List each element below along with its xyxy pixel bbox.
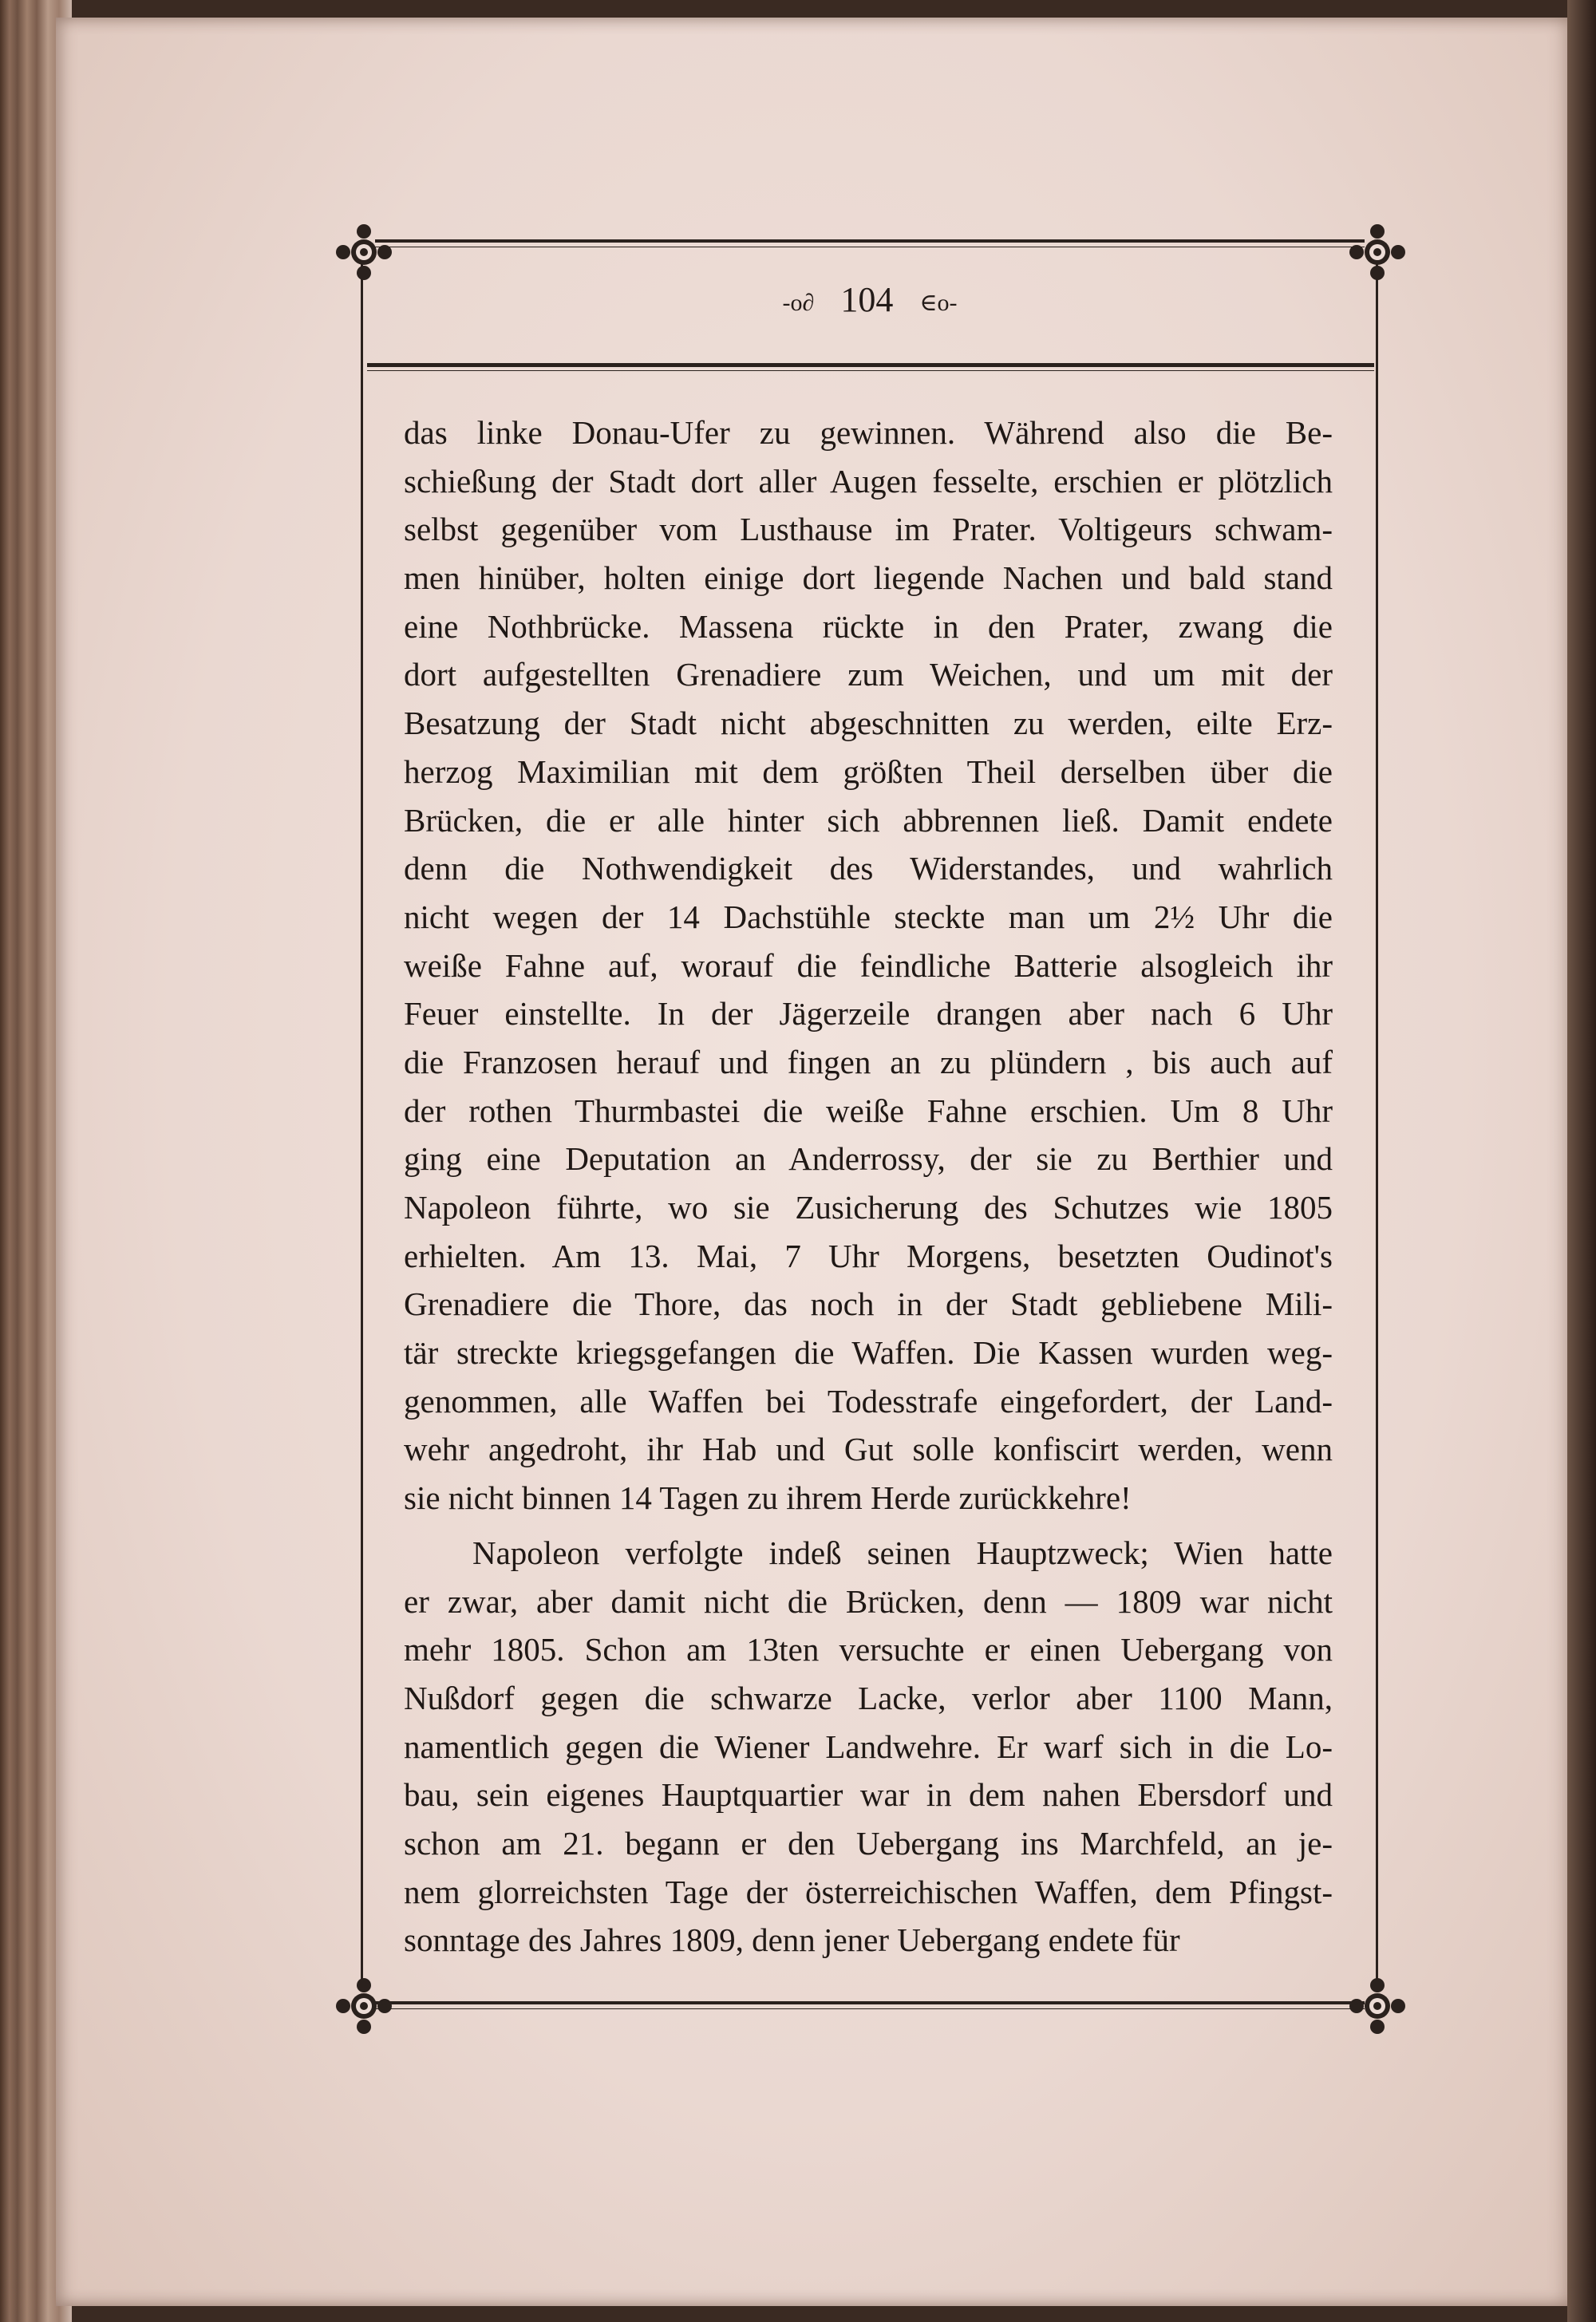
- text-line: das linke Donau-Ufer zu gewinnen. Während also die Be-: [404, 414, 1333, 451]
- text-line: er zwar, aber damit nicht die Brücken, denn — 1809 war nicht: [404, 1582, 1333, 1620]
- text-line: schon am 21. begann er den Uebergang ins Marchfeld, an je-: [404, 1824, 1333, 1862]
- text-line: erhielten. Am 13. Mai, 7 Uhr Morgens, besetzten Oudinot's: [404, 1237, 1333, 1274]
- text-line: genommen, alle Waffen bei Todesstrafe eingefordert, der Land-: [404, 1382, 1333, 1420]
- text-line: mehr 1805. Schon am 13ten versuchte er einen Uebergang von: [404, 1631, 1333, 1668]
- text-line: eine Nothbrücke. Massena rückte in den Prater, zwang die: [404, 607, 1333, 645]
- page-number: 104: [840, 280, 894, 319]
- text-line: men hinüber, holten einige dort liegende Nachen und bald stand: [404, 559, 1333, 597]
- text-line: die Franzosen herauf und fingen an zu plündern , bis auch auf: [404, 1043, 1333, 1080]
- text-line: Besatzung der Stadt nicht abgeschnitten zu werden, eilte Erz-: [404, 705, 1333, 742]
- text-line: wehr angedroht, ihr Hab und Gut solle konfiscirt werden, wenn: [404, 1431, 1333, 1468]
- text-line: weiße Fahne auf, worauf die feindliche Batterie alsogleich ihr: [404, 946, 1333, 984]
- text-line: Napoleon führte, wo sie Zusicherung des Schutzes wie 1805: [404, 1189, 1333, 1226]
- text-line: sie nicht binnen 14 Tagen zu ihrem Herde zurückkehre!: [404, 1479, 1132, 1517]
- text-line: namentlich gegen die Wiener Landwehre. Er warf sich in die Lo-: [404, 1728, 1333, 1765]
- text-line: tär streckte kriegsgefangen die Waffen. Die Kassen wurden weg-: [404, 1334, 1333, 1372]
- text-line: sonntage des Jahres 1809, denn jener Uebergang endete für: [404, 1921, 1180, 1959]
- paragraph-2: [404, 1529, 1333, 1965]
- running-header: [363, 279, 1377, 320]
- text-line: der rothen Thurmbastei die weiße Fahne erschien. Um 8 Uhr: [404, 1092, 1333, 1129]
- corner-rosette-icon: [1347, 1976, 1408, 2036]
- frame-left-border: [361, 263, 363, 1987]
- corner-rosette-icon: [1347, 222, 1408, 282]
- frame-top-border: [375, 239, 1365, 247]
- text-line: denn die Nothwendigkeit des Widerstandes, und wahrlich: [404, 850, 1333, 887]
- text-line: nem glorreichsten Tage der österreichischen Waffen, dem Pfingst-: [404, 1873, 1333, 1910]
- frame-right-border: [1376, 263, 1378, 1987]
- header-ornament-left-icon: -o∂: [782, 289, 815, 316]
- text-line: nicht wegen der 14 Dachstühle steckte man um 2½ Uhr die: [404, 898, 1333, 935]
- text-line: Feuer einstellte. In der Jägerzeile drangen aber nach 6 Uhr: [404, 995, 1333, 1033]
- frame-bottom-border: [375, 2001, 1365, 2009]
- text-line: schießung der Stadt dort aller Augen fesselte, erschien er plötzlich: [404, 462, 1333, 500]
- corner-rosette-icon: [334, 222, 394, 282]
- body-text: [404, 409, 1333, 1965]
- text-line: ging eine Deputation an Anderrossy, der sie zu Berthier und: [404, 1140, 1333, 1178]
- text-line: herzog Maximilian mit dem größten Theil derselben über die: [404, 752, 1333, 790]
- text-line: bau, sein eigenes Hauptquartier war in dem nahen Ebersdorf und: [404, 1776, 1333, 1814]
- book-binding: [1567, 0, 1596, 2322]
- text-line: Brücken, die er alle hinter sich abbrennen ließ. Damit endete: [404, 801, 1333, 839]
- text-line: Grenadiere die Thore, das noch in der Stadt gebliebene Mili-: [404, 1285, 1333, 1323]
- text-line: Nußdorf gegen die schwarze Lacke, verlor aber 1100 Mann,: [404, 1679, 1333, 1716]
- paragraph-1: [404, 409, 1333, 1522]
- text-line: selbst gegenüber vom Lusthause im Prater. Voltigeurs schwam-: [404, 511, 1333, 548]
- corner-rosette-icon: [334, 1976, 394, 2036]
- text-line: dort aufgestellten Grenadiere zum Weichen, und um mit der: [404, 656, 1333, 693]
- header-rule: [367, 363, 1374, 371]
- text-line: Napoleon verfolgte indeß seinen Hauptzweck; Wien hatte: [472, 1534, 1333, 1571]
- header-ornament-right-icon: ∈o-: [919, 290, 958, 317]
